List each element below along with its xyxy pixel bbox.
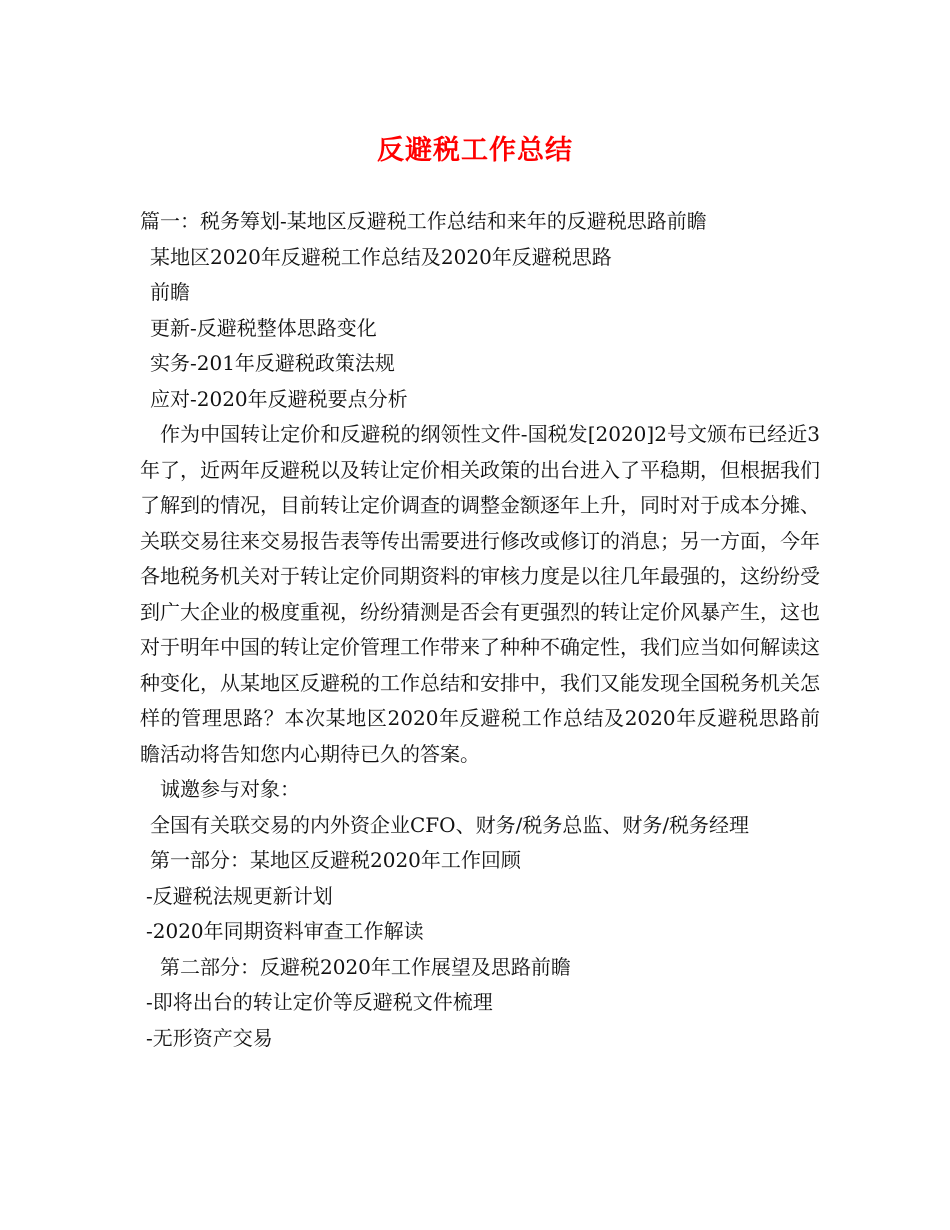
document-title: 反避税工作总结 xyxy=(377,135,573,166)
document-body xyxy=(140,204,820,1056)
text-line: 某地区2020年反避税工作总结及2020年反避税思路 xyxy=(150,244,612,269)
body-paragraph: 作为中国转让定价和反避税的纲领性文件-国税发[2020]2号文颁布已经近3年了，近两年反避税以及转让定价相关政策的出台进入了平稳期，但根据我们了解到的情况，目前转让定价调查的调整金额逐年上升，同时对于成本分摊、关联交易往来交易报告表等传出需要进行修改或修订的消息；另一方面，今年各地税务机关对于转让定价同期资料的审核力度是以往几年最强的，这纷纷受到广大企业的极度重视，纷纷猜测是否会有更强烈的转让定价风暴产生，这也对于明年中国的转让定价管理工作带来了种种不确定性，我们应当如何解读这种变化，从某地区反避税的工作总结和安排中，我们又能发现全国税务机关怎样的管理思路？本次某地区2020年反避税工作总结及2020年反避税思路前瞻活动将告知您内心期待已久的答案。 xyxy=(140,422,820,766)
text-line: 篇一：税务筹划-某地区反避税工作总结和来年的反避税思路前瞻 xyxy=(140,209,707,233)
text-line: -无形资产交易 xyxy=(146,1025,273,1050)
text-line: -2020年同期资料审查工作解读 xyxy=(146,919,424,943)
text-line: 诚邀参与对象： xyxy=(160,777,300,801)
text-line: 第一部分：某地区反避税2020年工作回顾 xyxy=(150,848,521,872)
text-line: 前瞻 xyxy=(150,280,190,304)
text-line: 实务-201年反避税政策法规 xyxy=(150,351,395,375)
text-line: 更新-反避税整体思路变化 xyxy=(150,315,377,340)
text-line: 应对-2020年反避税要点分析 xyxy=(150,386,408,411)
text-line: 全国有关联交易的内外资企业CFO、财务/税务总监、财务/税务经理 xyxy=(150,812,750,837)
text-line: 第二部分：反避税2020年工作展望及思路前瞻 xyxy=(160,954,571,979)
text-line: -反避税法规更新计划 xyxy=(146,883,333,908)
text-line: -即将出台的转让定价等反避税文件梳理 xyxy=(146,990,493,1014)
